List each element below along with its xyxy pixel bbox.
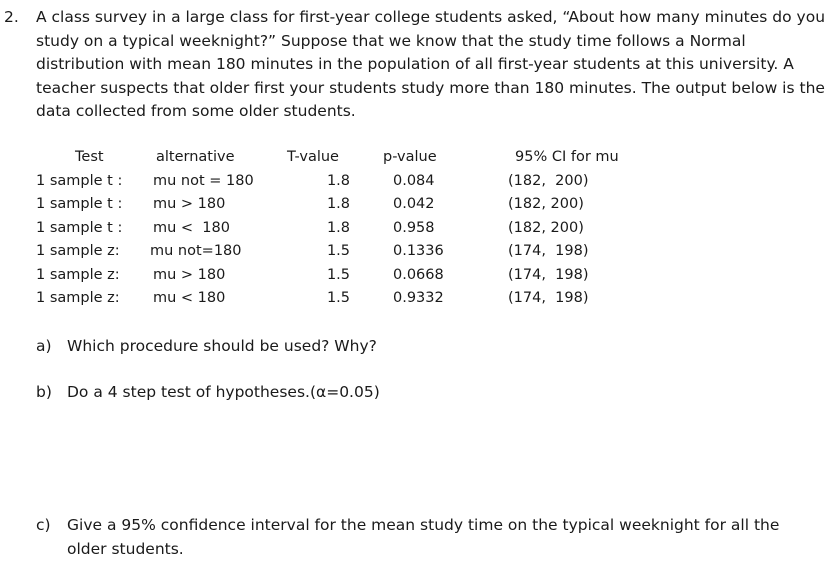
row-6-ci: (174, 198): [508, 290, 589, 306]
row-3-alternative: mu < 180: [153, 219, 230, 236]
question-number: 2.: [4, 8, 19, 26]
question-text: A class survey in a large class for first-year college students asked, “About how many minutes do you study on a typical weeknight?” Suppose that we know that the study time follows a Normal distribution with mean 180 minutes in the population of all first-year students at this university. A teacher suspects that older first your students study more than 180 minutes. The output below is the data collected from some older students.: [36, 8, 826, 120]
row-6-test: 1 sample z:: [36, 290, 120, 306]
header-alternative: alternative: [156, 149, 235, 165]
row-1-ci: (182, 200): [508, 172, 589, 189]
row-3-tvalue: 1.8: [326, 219, 350, 236]
row-4-ci: (174, 198): [508, 243, 589, 259]
header-ci: 95% CI for mu: [515, 149, 619, 165]
part-c: [0, 514, 840, 562]
row-4-test: 1 sample z:: [36, 243, 120, 259]
row-4-tvalue: 1.5: [326, 243, 350, 259]
row-1-tvalue: 1.8: [326, 172, 350, 189]
row-2-test: 1 sample t :: [36, 196, 123, 212]
part-c-text: Give a 95% confidence interval for the mean study time on the typical weeknight for all the older students.: [67, 516, 780, 558]
header-pvalue: p-value: [383, 149, 437, 165]
part-a: [0, 335, 840, 359]
row-2-pvalue: 0.042: [393, 196, 435, 212]
row-5-alternative: mu > 180: [153, 266, 226, 283]
row-2-alternative: mu > 180: [153, 196, 226, 212]
row-1-alternative: mu not = 180: [153, 172, 254, 189]
row-6-alternative: mu < 180: [153, 290, 226, 306]
part-b-text: Do a 4 step test of hypotheses.(α=0.05): [67, 383, 380, 401]
part-a-text: Which procedure should be used? Why?: [67, 337, 377, 355]
row-3-ci: (182, 200): [508, 219, 584, 236]
part-b: [0, 381, 840, 405]
row-2-tvalue: 1.8: [326, 196, 350, 212]
row-6-pvalue: 0.9332: [393, 290, 444, 306]
part-a-letter: a): [36, 337, 52, 355]
row-4-alternative: mu not=180: [150, 243, 242, 259]
row-3-test: 1 sample t :: [36, 219, 123, 236]
row-2-ci: (182, 200): [508, 196, 584, 212]
row-5-pvalue: 0.0668: [393, 266, 444, 283]
row-5-test: 1 sample z:: [36, 266, 120, 283]
row-3-pvalue: 0.958: [393, 219, 435, 236]
part-b-letter: b): [36, 383, 52, 401]
row-4-pvalue: 0.1336: [393, 243, 444, 259]
part-c-letter: c): [36, 516, 51, 534]
row-1-pvalue: 0.084: [393, 172, 435, 189]
row-1-test: 1 sample t :: [36, 172, 123, 189]
results-table: [0, 146, 840, 316]
row-5-ci: (174, 198): [508, 266, 589, 283]
row-6-tvalue: 1.5: [326, 290, 350, 306]
header-tvalue: T-value: [287, 149, 339, 165]
header-test: Test: [75, 149, 104, 165]
row-5-tvalue: 1.5: [326, 266, 350, 283]
